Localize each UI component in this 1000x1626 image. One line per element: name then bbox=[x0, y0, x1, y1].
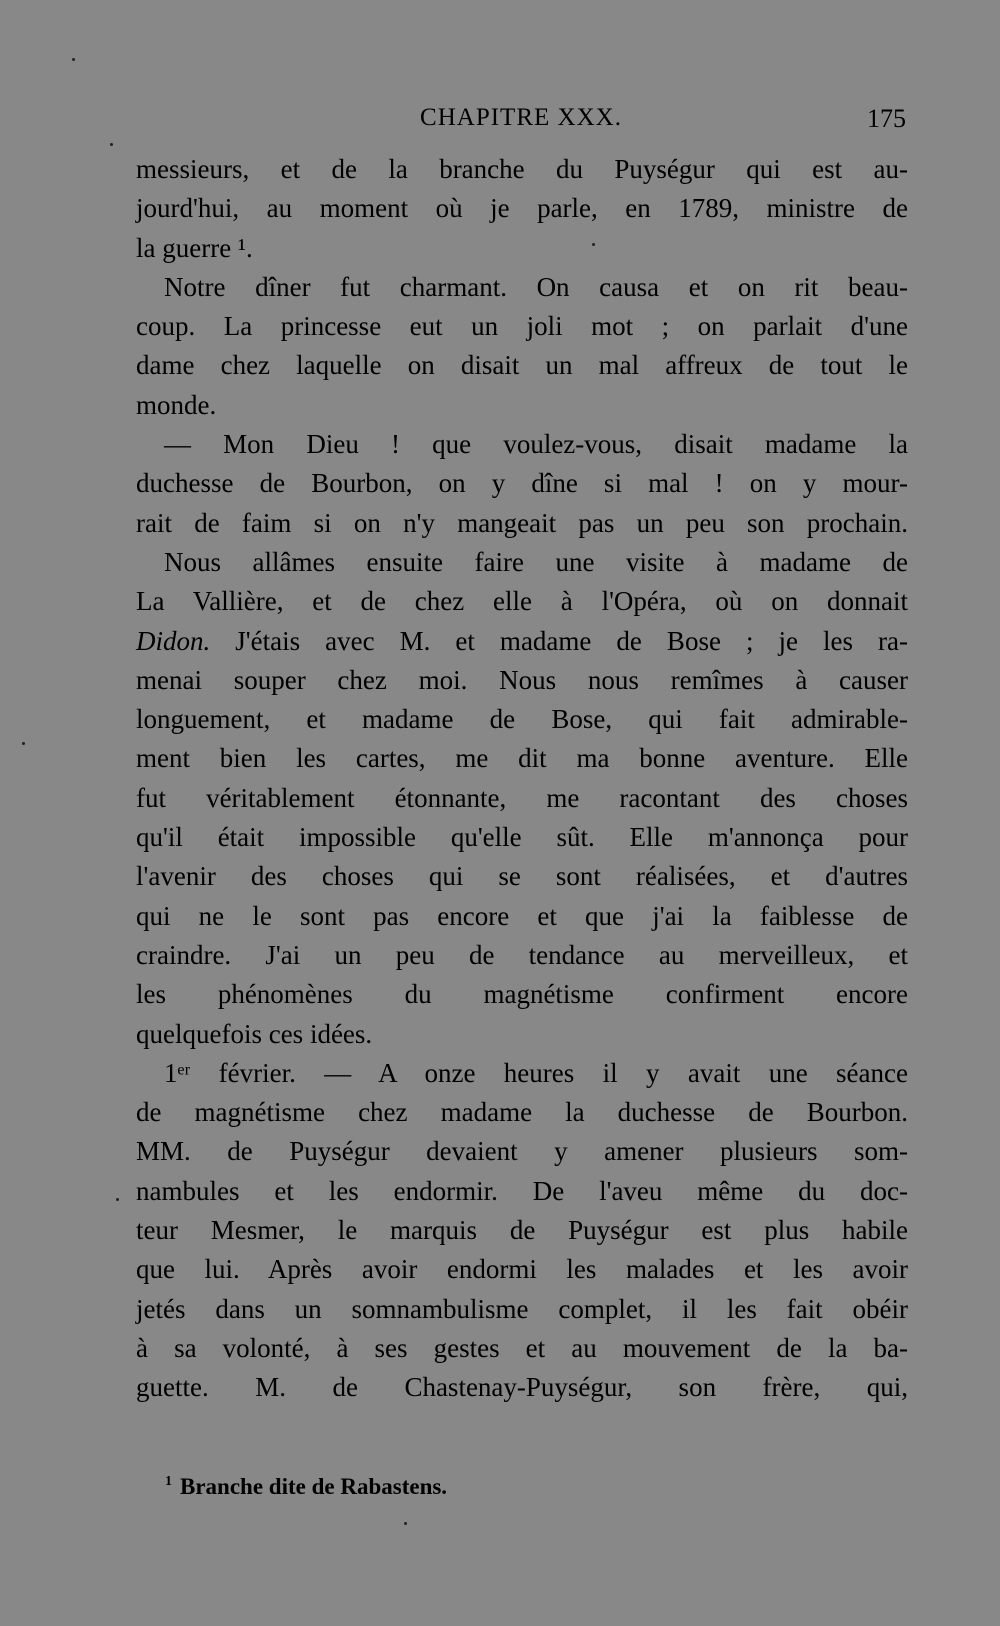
text-line: l'avenir des choses qui se sont réalisées, et d'autres bbox=[136, 861, 908, 892]
text-line: nambules et les endormir. De l'aveu même du doc- bbox=[136, 1175, 908, 1206]
page-number: 175 bbox=[867, 104, 906, 133]
text-line: les phénomènes du magnétisme confirment encore bbox=[136, 979, 908, 1010]
text-line: monde. bbox=[136, 389, 217, 420]
footnote-text: Branche dite de Rabastens. bbox=[180, 1474, 448, 1499]
text-line: que lui. Après avoir endormi les malades et les avoir bbox=[136, 1254, 908, 1285]
text-line: la guerre ¹. bbox=[136, 232, 253, 263]
text-line: ment bien les cartes, me dit ma bonne aventure. Elle bbox=[136, 743, 908, 774]
print-speck bbox=[22, 742, 25, 745]
text-line: Notre dîner fut charmant. On causa et on rit beau- bbox=[164, 271, 908, 302]
running-head bbox=[136, 104, 906, 138]
text-line bbox=[136, 622, 908, 661]
text-line: Nous allâmes ensuite faire une visite à madame de bbox=[164, 546, 908, 577]
text-line: — Mon Dieu ! que voulez-vous, disait madame la bbox=[164, 429, 908, 460]
print-speck bbox=[404, 1522, 407, 1525]
text-line: messieurs, et de la branche du Puységur qui est au- bbox=[136, 154, 908, 184]
text-line: de magnétisme chez madame la duchesse de Bourbon. bbox=[136, 1097, 908, 1128]
text-line: duchesse de Bourbon, on y dîne si mal ! on y mour- bbox=[136, 468, 908, 499]
text-line: jetés dans un somnambulisme complet, il les fait obéir bbox=[136, 1293, 908, 1324]
footnote-mark: 1 bbox=[165, 1474, 172, 1490]
chapter-title: CHAPITRE XXX. bbox=[420, 104, 622, 131]
print-speck bbox=[116, 1198, 119, 1201]
text-line: longuement, et madame de Bose, qui fait admirable- bbox=[136, 704, 908, 735]
text-line: 1ᵉʳ février. — A onze heures il y avait une séance bbox=[164, 1057, 908, 1088]
text-line: MM. de Puységur devaient y amener plusieurs som- bbox=[136, 1136, 908, 1167]
text-line-rest: J'étais avec M. et madame de Bose ; je les ra- bbox=[210, 625, 908, 656]
text-line: rait de faim si on n'y mangeait pas un peu son prochain. bbox=[136, 507, 908, 538]
print-speck bbox=[110, 143, 113, 146]
text-line: teur Mesmer, le marquis de Puységur est plus habile bbox=[136, 1215, 908, 1246]
text-line: fut véritablement étonnante, me racontant des choses bbox=[136, 782, 908, 813]
text-line: qui ne le sont pas encore et que j'ai la faiblesse de bbox=[136, 900, 908, 931]
body-text bbox=[136, 150, 908, 1408]
text-line: dame chez laquelle on disait un mal affreux de tout le bbox=[136, 350, 908, 381]
text-line: jourd'hui, au moment où je parle, en 1789, ministre de bbox=[136, 193, 908, 224]
text-line: guette. M. de Chastenay-Puységur, son frère, qui, bbox=[136, 1372, 908, 1403]
text-line: à sa volonté, à ses gestes et au mouvement de la ba- bbox=[136, 1332, 908, 1363]
print-speck bbox=[72, 58, 75, 61]
text-line: La Vallière, et de chez elle à l'Opéra, où on donnait bbox=[136, 586, 908, 617]
text-line: qu'il était impossible qu'elle sût. Elle m'annonça pour bbox=[136, 822, 908, 853]
text-line: coup. La princesse eut un joli mot ; on parlait d'une bbox=[136, 311, 908, 342]
text-line: quelquefois ces idées. bbox=[136, 1018, 373, 1049]
text-line: menai souper chez moi. Nous nous remîmes à causer bbox=[136, 664, 908, 695]
opera-title: Didon. bbox=[136, 625, 211, 656]
footnote bbox=[165, 1474, 447, 1500]
print-speck bbox=[592, 243, 595, 246]
text-line: craindre. J'ai un peu de tendance au merveilleux, et bbox=[136, 939, 908, 970]
